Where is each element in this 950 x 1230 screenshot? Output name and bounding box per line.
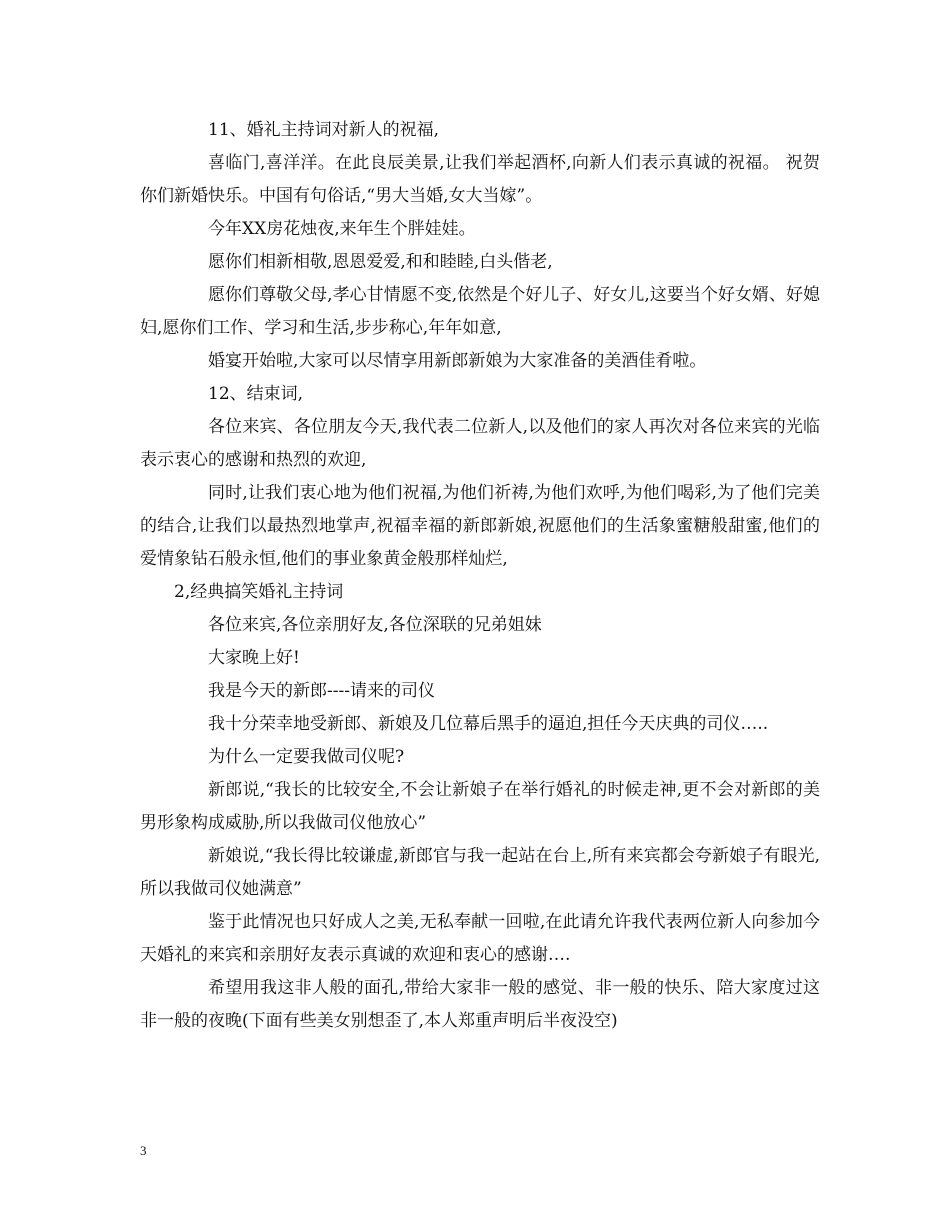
paragraph: 同时,让我们衷心地为他们祝福,为他们祈祷,为他们欢呼,为他们喝彩,为了他们完美的结合,让我们以最热烈地掌声,祝福幸福的新郎新娘,祝愿他们的生活象蜜糖般甜蜜,他们的爱情象钻石般永恒,他们的事业象黄金般那样灿烂, [140,483,820,569]
paragraph: 各位来宾,各位亲朋好友,各位深联的兄弟姐妹 [208,615,542,635]
paragraph: 2,经典搞笑婚礼主持词 [174,582,344,602]
paragraph: 大家晚上好! [208,648,300,668]
paragraph: 愿你们尊敬父母,孝心甘情愿不变,依然是个好儿子、好女儿,这要当个好女婿、好媳妇,愿你们工作、学习和生活,步步称心,年年如意, [140,285,820,338]
paragraph: 今年XX房花烛夜,来年生个胖娃娃。 [208,219,476,239]
paragraph: 新娘说,“我长得比较谦虚,新郎官与我一起站在台上,所有来宾都会夸新娘子有眼光,所以我做司仪她满意” [140,846,820,899]
paragraph: 喜临门,喜洋洋。在此良辰美景,让我们举起酒杯,向新人们表示真诚的祝福。 祝贺你们新婚快乐。中国有句俗话,“男大当婚,女大当嫁”。 [140,153,820,206]
document-body [140,114,820,1038]
paragraph: 我是今天的新郎----请来的司仪 [208,681,435,701]
paragraph: 11、婚礼主持词对新人的祝福, [208,120,440,140]
paragraph: 12、结束词, [208,384,304,404]
paragraph: 希望用我这非人般的面孔,带给大家非一般的感觉、非一般的快乐、陪大家度过这非一般的夜晚(下面有些美女别想歪了,本人郑重声明后半夜没空) [140,978,820,1031]
paragraph: 新郎说,“我长的比较安全,不会让新娘子在举行婚礼的时候走神,更不会对新郎的美男形象构成威胁,所以我做司仪他放心” [140,780,820,833]
paragraph: 愿你们相新相敬,恩恩爱爱,和和睦睦,白头偕老, [208,252,553,272]
page-number: 3 [140,1143,147,1158]
paragraph: 为什么一定要我做司仪呢? [208,747,405,767]
paragraph: 各位来宾、各位朋友今天,我代表二位新人,以及他们的家人再次对各位来宾的光临表示衷心的感谢和热烈的欢迎, [140,417,820,470]
paragraph: 我十分荣幸地受新郎、新娘及几位幕后黑手的逼迫,担任今天庆典的司仪….. [208,714,769,734]
paragraph: 鉴于此情况也只好成人之美,无私奉献一回啦,在此请允许我代表两位新人向参加今天婚礼的来宾和亲朋好友表示真诚的欢迎和衷心的感谢…. [140,912,820,965]
paragraph: 婚宴开始啦,大家可以尽情享用新郎新娘为大家准备的美酒佳肴啦。 [208,351,707,371]
